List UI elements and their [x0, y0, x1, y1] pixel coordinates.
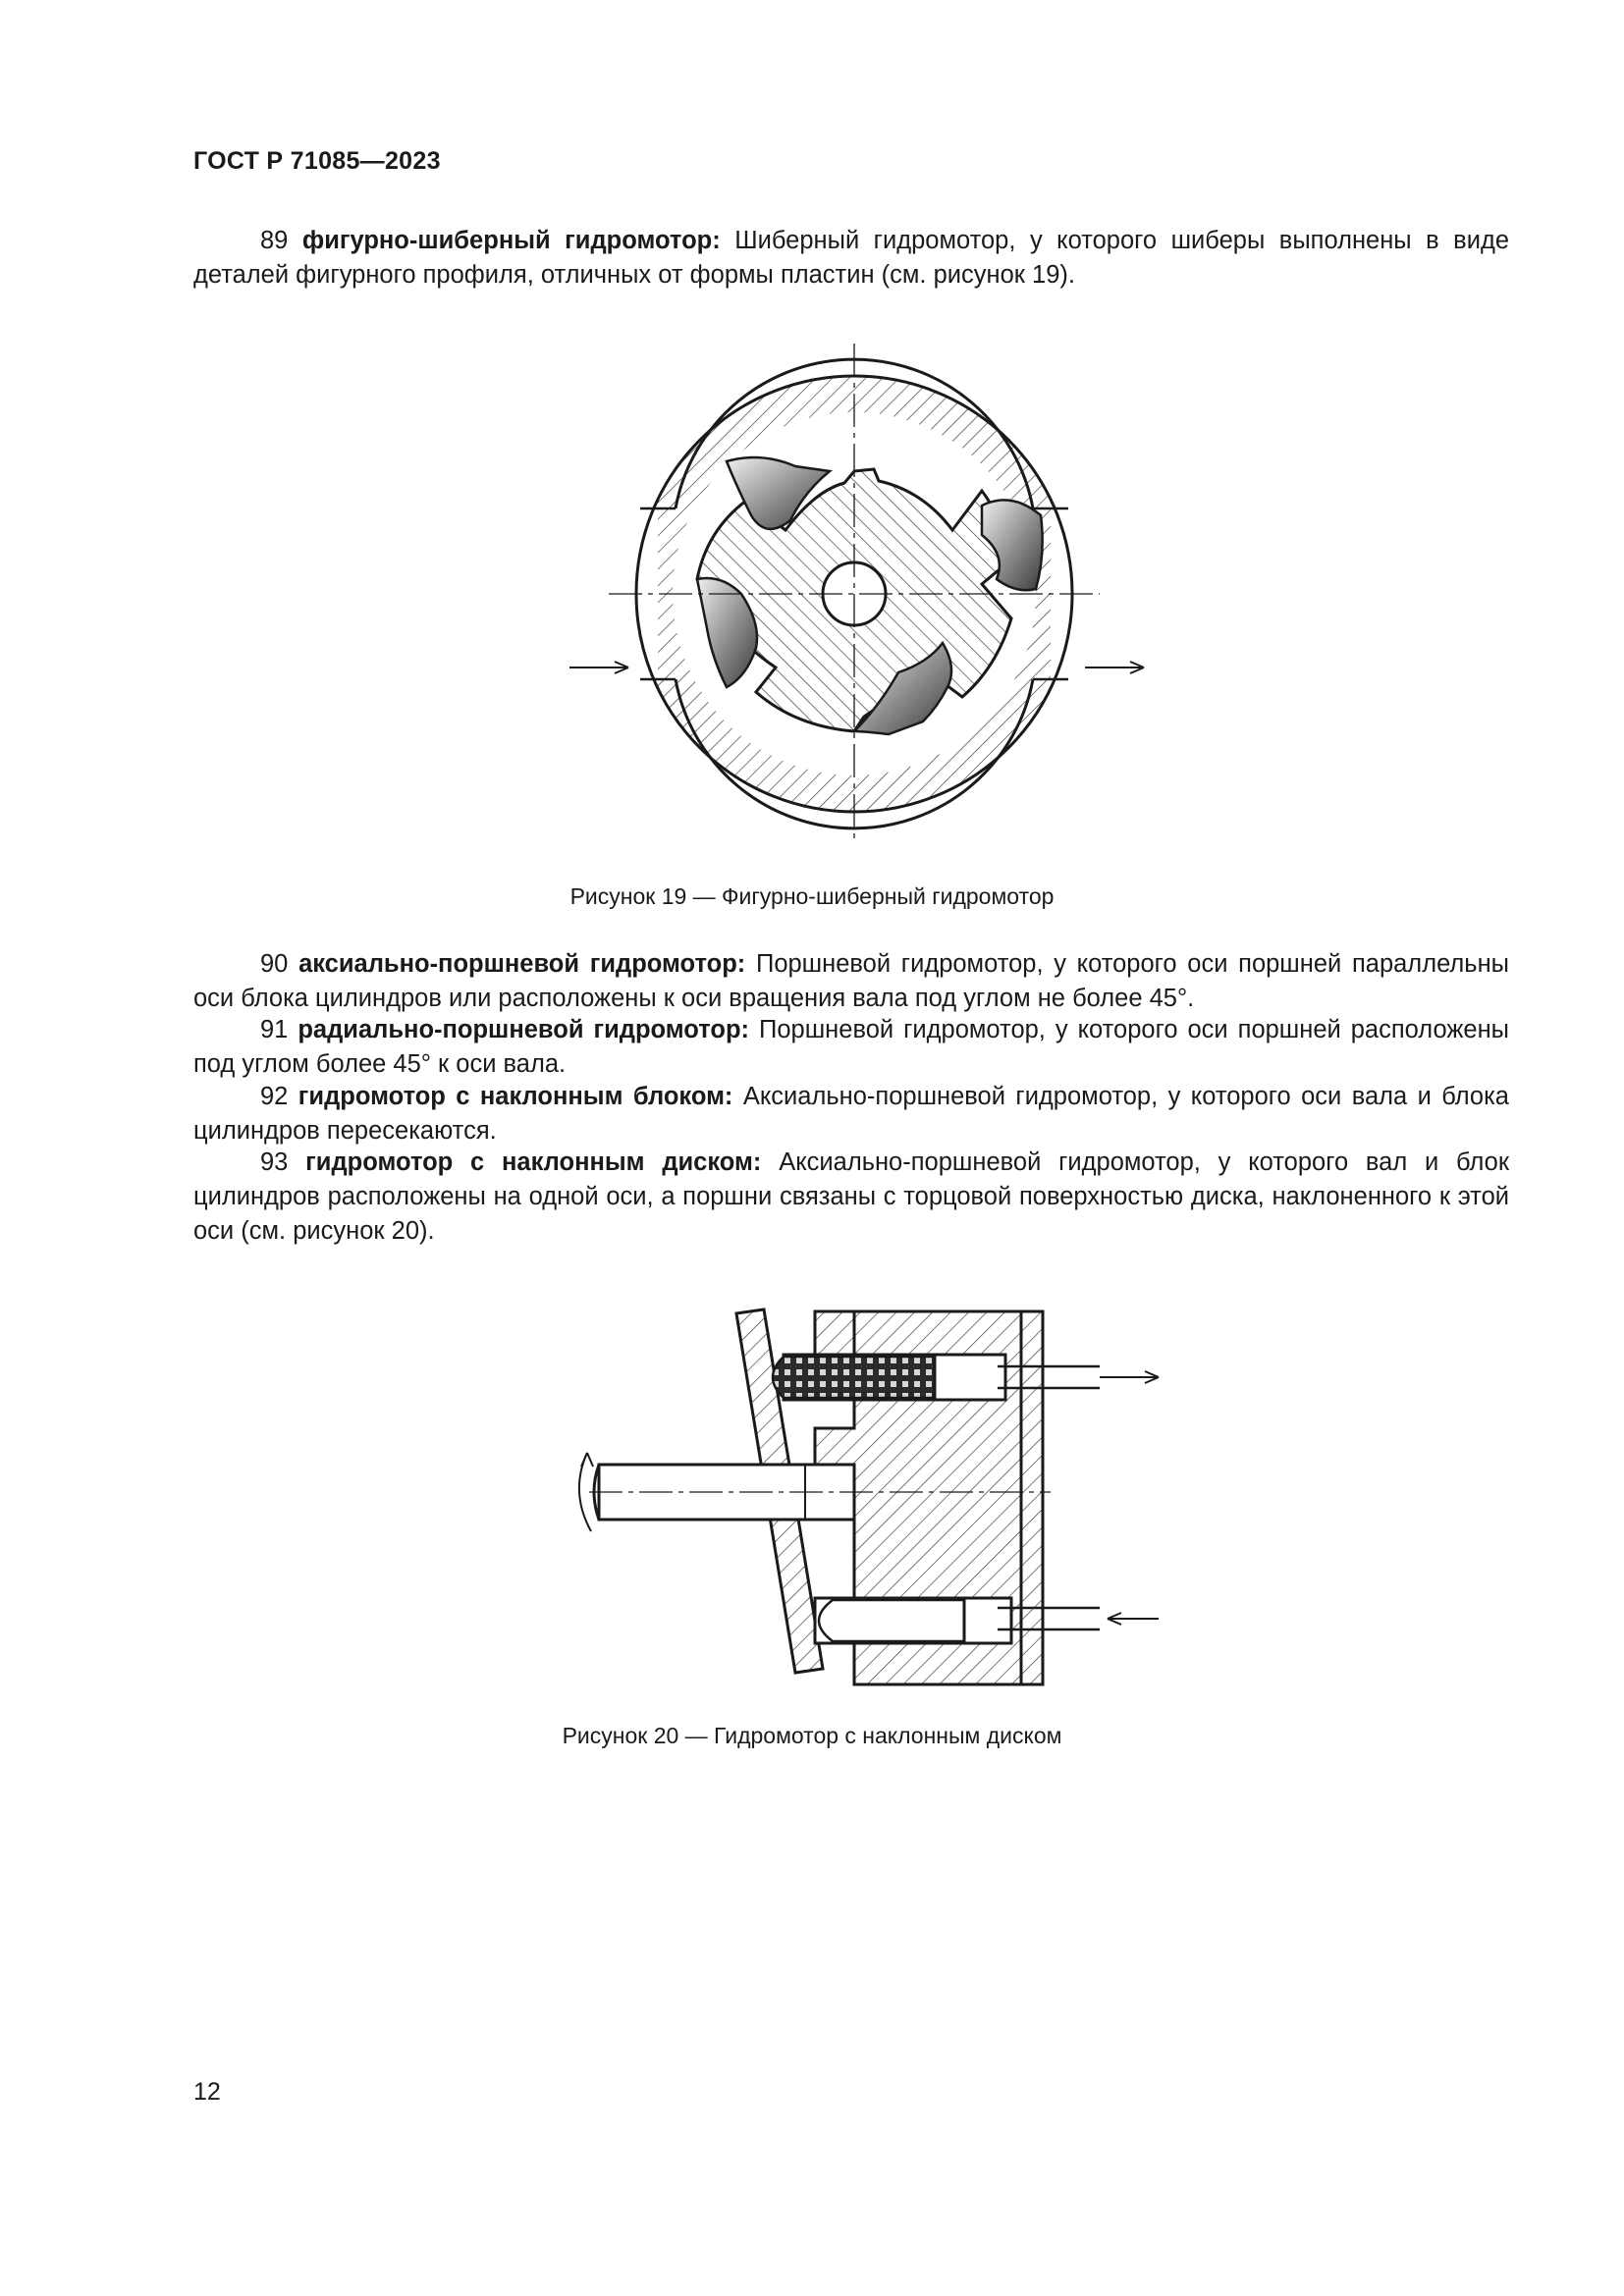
term-number: 92 — [260, 1083, 289, 1110]
term-93-paragraph — [193, 1146, 1509, 1249]
term-title: радиально-поршневой гидромотор: — [298, 1016, 750, 1043]
standard-header: ГОСТ Р 71085—2023 — [193, 147, 441, 175]
figure-20-swashplate-motor-drawing — [569, 1296, 1159, 1688]
term-92-paragraph — [193, 1080, 1509, 1148]
term-number: 91 — [260, 1016, 289, 1043]
page-number: 12 — [193, 2078, 221, 2106]
figure-20-caption: Рисунок 20 — Гидромотор с наклонным диском — [562, 1723, 1062, 1748]
term-number: 89 — [260, 227, 289, 254]
term-definition: Аксиально-поршневой гидромотор, у которого оси вала и блока цилиндров пересекаются. — [193, 1083, 1509, 1145]
term-number: 90 — [260, 950, 289, 978]
figure-19-caption: Рисунок 19 — Фигурно-шиберный гидромотор — [569, 883, 1055, 909]
term-title: фигурно-шиберный гидромотор: — [301, 227, 721, 254]
term-title: гидромотор с наклонным блоком: — [298, 1083, 733, 1110]
term-number: 93 — [260, 1148, 289, 1176]
figure-19-vane-motor-drawing — [550, 344, 1159, 844]
term-89-paragraph — [193, 224, 1509, 293]
term-90-paragraph — [193, 947, 1509, 1016]
term-title: аксиально-поршневой гидромотор: — [298, 950, 746, 978]
term-definition: Аксиально-поршневой гидромотор, у которого вал и блок цилиндров расположены на одной оси, а поршни связаны с торцовой поверхностью диска, наклоненного к этой оси (см. рисунок 20). — [193, 1148, 1510, 1245]
term-definition: Поршневой гидромотор, у которого оси поршней расположены под углом более 45° к оси вала. — [193, 1016, 1509, 1078]
term-definition: Шиберный гидромотор, у которого шиберы выполнены в виде деталей фигурного профиля, отличных от формы пластин (см. рисунок 19). — [193, 227, 1510, 289]
term-definition: Поршневой гидромотор, у которого оси поршней параллельны оси блока цилиндров или расположены к оси вращения вала под углом не более 45°. — [193, 950, 1509, 1012]
term-91-paragraph — [193, 1013, 1509, 1082]
term-title: гидромотор с наклонным диском: — [305, 1148, 762, 1176]
